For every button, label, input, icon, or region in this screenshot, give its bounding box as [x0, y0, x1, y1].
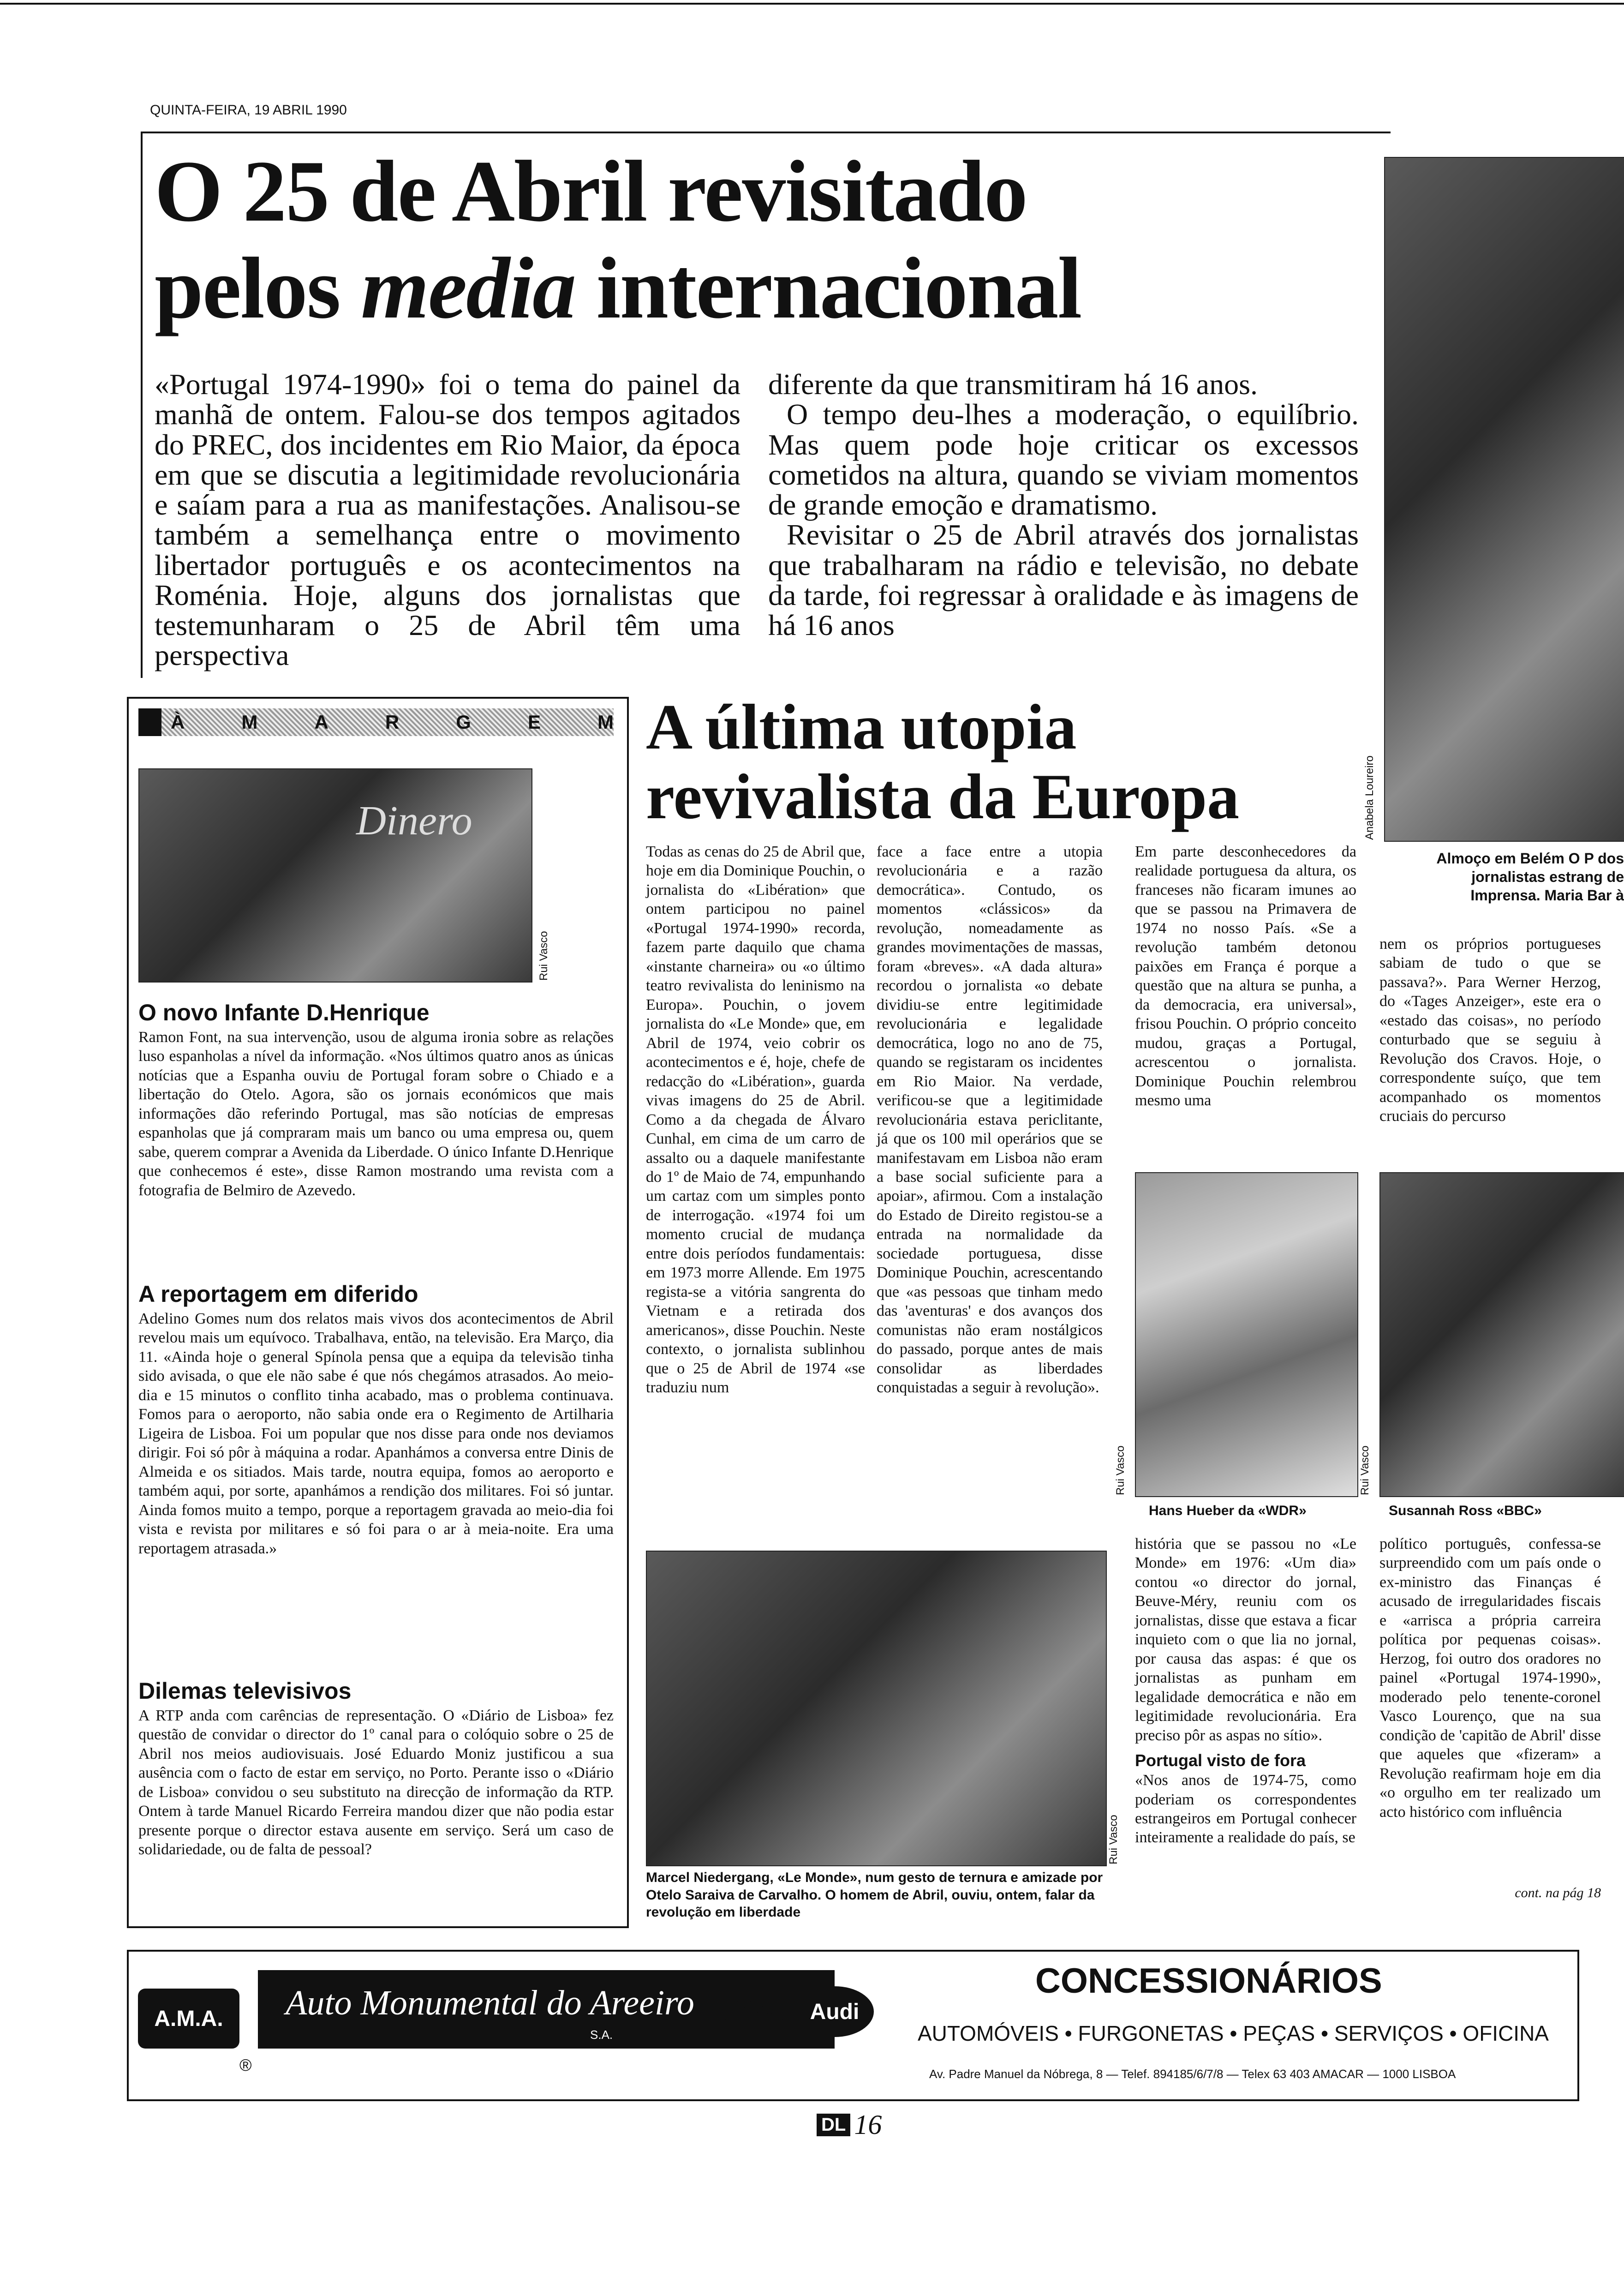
lunch-photo — [1384, 157, 1624, 842]
margem-square-icon — [138, 708, 161, 736]
margem-s2-title: A reportagem em diferido — [138, 1281, 418, 1307]
ad-title: CONCESSIONÁRIOS — [1035, 1961, 1382, 2001]
utopia-col-4b: político português, confessa-se surpreendido com um país onde o ex-ministro das Finanças é acusado de irregularidades fiscais e «arrisca a própria carreira política por pequenas coisas». Herzog, foi outro dos oradores no painel «Portugal 1974-1990», moderado pelo tenente-coronel Vasco Lourenço, que na sua condição de 'capitão de Abril' disse que aqueles que «fizeram» a Revolução reafirmam hoje em dia «o orgulho em ter realizado um acto histórico com influência — [1379, 1535, 1601, 1821]
group-photo-credit: Rui Vasco — [1107, 1815, 1120, 1864]
utopia-headline-line2: revivalista da Europa — [646, 761, 1240, 833]
hans-photo — [1135, 1172, 1358, 1497]
ad-services: AUTOMÓVEIS • FURGONETAS • PEÇAS • SERVIÇOS • OFICINA — [918, 2021, 1549, 2045]
susannah-photo — [1379, 1172, 1624, 1497]
intro-right-p1: diferente da que transmitiram há 16 anos. — [768, 368, 1258, 401]
main-headline — [155, 143, 1081, 337]
hans-photo-credit: Rui Vasco — [1114, 1445, 1127, 1495]
margem-s1-body: Ramon Font, na sua intervenção, usou de alguma ironia sobre as relações luso espanholas a nível da informação. «Nos últimos quatro anos as únicas notícias que a Espanha ouviu de Portugal foram sobre o Chiado e a libertação do Otelo. Agora, são os jornais económicos que mais informações dão referindo Portugal, mas são notícias de empresas espanholas que já compraram mais um banco ou uma empresa ou, quem sabe, querem comprar a Avenida da Liberdade. O único Infante D.Henrique que conhecemos é este», disse Ramon mostrando uma revista com a fotografia de Belmiro de Azevedo. — [138, 1029, 614, 1199]
susannah-photo-credit: Rui Vasco — [1359, 1445, 1371, 1495]
page-footer — [817, 2109, 882, 2141]
ama-logo: A.M.A. — [138, 1989, 239, 2049]
utopia-col-3: Em parte desconhecedores da realidade portuguesa da altura, os franceses não ficaram imunes ao que se passou na Primavera de 1974 no nosso País. «Se a revolução também detonou paixões em França é porque a questão que na altura se punha, a da democracia, era universal», frisou Pouchin. O próprio conceito mudou, graças a Portugal, acrescentou o jornalista. Dominique Pouchin relembrou mesmo uma — [1135, 843, 1356, 1109]
susannah-photo-caption: Susannah Ross «BBC» — [1389, 1503, 1542, 1518]
registered-mark: ® — [239, 2055, 252, 2074]
utopia-headline-line1: A última utopia — [646, 691, 1077, 763]
dl-logo: DL — [817, 2114, 850, 2136]
utopia-col-2: face a face entre a utopia revolucionária e a razão democrática». Contudo, os momentos «clássicos» da revolução, nomeadamente as grandes movimentações de massas, foram «breves». «A dada altura» recordou o jornalista «o debate dividiu-se entre legitimidade revolucionária e legalidade democrática, logo no ano de 75, quando se registaram os incidentes em Rio Maior. Na verdade, verificou-se que a legitimidade revolucionária estava periclitante, já que os 100 mil operários que se manifestavam em Lisboa não eram a base social suficiente para a apoiar», afirmou. Com a instalação do Estado de Direito registou-se a entrada na normalidade da sociedade portuguesa, disse Dominique Pouchin, acrescentando que «as pessoas que tinham medo das 'aventuras' e dos avanços dos comunistas não eram nostálgicos do passado, porque antes de mais consolidar as liberdades conquistadas a seguir à revolução». — [877, 843, 1103, 1396]
hans-photo-caption: Hans Hueber da «WDR» — [1149, 1503, 1307, 1518]
utopia-headline — [646, 692, 1239, 832]
main-headline-line2: pelos media internacional — [155, 240, 1081, 337]
utopia-col-1: Todas as cenas do 25 de Abril que, hoje em dia Dominique Pouchin, o jornalista do «Libération» que ontem participou no painel «Portugal 1974-1990» recorda, fazem parte daquilo que chama «instante charneira» ou «o último teatro revivalista do leninismo na Europa». Pouchin, o jovem jornalista do «Le Monde» que, em Abril de 1974, veio cobrir os acontecimentos e é, hoje, chefe de redacção do «Libération», guarda vivas imagens do 25 de Abril. Como a da chegada de Álvaro Cunhal, em cima de um carro de assalto ou a daquele manifestante do 1º de Maio de 74, empunhando um cartaz com um simples ponto de interrogação. «1974 foi um momento crucial de mudança entre dois períodos fundamentais: em 1973 morre Allende. Em 1975 regista-se a vitória sangrenta do Vietnam e a retirada dos americanos», disse Pouchin. Neste contexto, o jornalista sublinhou que o 25 de Abril de 1974 «se traduziu num — [646, 843, 865, 1396]
dealer-ad — [127, 1950, 1579, 2101]
intro-right-p3: Revisitar o 25 de Abril através dos jornalistas que trabalharam na rádio e televisão, no debate da tarde, foi regressar à oralidade e às imagens de há 16 anos — [768, 518, 1359, 642]
intro-right-p2: O tempo deu-lhes a moderação, o equilíbrio. Mas quem pode hoje criticar os excessos cometidos na altura, quando se viviam momentos de grande emoção e dramatismo. — [768, 398, 1359, 521]
magazine-photo-credit: Rui Vasco — [537, 931, 550, 981]
main-headline-italic: media — [361, 240, 576, 337]
audi-logo-icon: Audi — [795, 1986, 874, 2037]
group-photo-caption: Marcel Niedergang, «Le Monde», num gesto de ternura e amizade por Otelo Saraiva de Carvalho. O homem de Abril, ouviu, ontem, falar da revolução em liberdade — [646, 1870, 1103, 1920]
continued-note: cont. na pág 18 — [1515, 1885, 1601, 1900]
portugal-visto-subhead: Portugal visto de fora — [1135, 1751, 1306, 1770]
margem-s2-body: Adelino Gomes num dos relatos mais vivos dos acontecimentos de Abril revelou mais um equívoco. Trabalhava, então, na televisão. Era Março, dia 11. «Ainda hoje o general Spínola pensa que a equipa da televisão tinha sido avisada, o que ele não sabe é que nós chegámos atrasados. Ao meio-dia e 15 minutos o conflito tinha acabado, mas o problema continuava. Fomos para o aeroporto, não sabia onde era o Regimento de Artilharia Ligeira de Lisboa. Foi um popular que nos disse para onde nos deviamos dirigir. Foi só pôr à máquina a rodar. Apanhámos a conversa entre Dinis de Almeida e os sitiados. Mais tarde, noutra equipa, fomos ao aeroporto e também aqui, por sorte, apanhámos a rendição dos militares. Foi só juntar. Ainda fomos muito a tempo, porque a reportagem gravada ao meio-dia foi vista e revista por militares e só foi para o ar à meia-noite. Era uma reportagem atrasada.» — [138, 1310, 614, 1557]
margem-label: À M A R G E M — [171, 711, 614, 733]
margem-s1-title: O novo Infante D.Henrique — [138, 1000, 430, 1025]
group-photo — [646, 1551, 1107, 1866]
lunch-photo-caption: Almoço em Belém O P dos jornalistas estrang de Imprensa. Maria Bar à — [1436, 850, 1624, 904]
margem-s3-body: A RTP anda com carências de representação. O «Diário de Lisboa» fez questão de convidar o director do 1º canal para o colóquio sobre o 25 de Abril nos meios audiovisuais. José Eduardo Moniz justificou a sua ausência com o facto de estar em serviço, no Porto. Perante isso o «Diário de Lisboa» convidou o seu substituto na direcção de informação da RTP. Ontem à tarde Manuel Ricardo Ferreira mandou dizer que não podia estar presente porque o director estava ausente em serviço. Será um caso de solidariedade, ou de falta de pessoal? — [138, 1707, 614, 1858]
utopia-col-4: nem os próprios portugueses sabiam de tudo o que se passava?». Para Werner Herzog, do «Tages Anzeiger», este era o «estado das coisas», no período conturbado que se seguiu à Revolução dos Cravos. Hoje, o correspondente suíço, que tem acompanhado os momentos cruciais do percurso — [1379, 935, 1601, 1125]
margem-section-1 — [138, 999, 614, 1200]
margem-section-2 — [138, 1281, 614, 1558]
margem-banner — [138, 708, 614, 736]
intro-left: «Portugal 1974-1990» foi o tema do painel da manhã de ontem. Falou-se dos tempos agitados do PREC, dos incidentes em Rio Maior, da época em que se discutia a legitimidade revolucionária e saíam para a rua as manifestações. Analisou-se também a semelhança entre o movimento libertador português e os acontecimentos na Roménia. Hoje, alguns dos jornalistas que testemunharam o 25 de Abril têm uma perspectiva — [155, 368, 740, 672]
utopia-col-3b: história que se passou no «Le Monde» em 1976: «Um dia» contou «o director do jornal, Beuve-Méry, reuniu com os jornalistas, disse que estava a ficar inquieto com o que lia no jornal, por causa das aspas: é que os jornalistas as punham em legalidade democrática e não em legitimidade revolucionária. Era preciso pôr as aspas no sítio». Portugal visto de fora «Nos anos de 1974-75, como poderiam os correspondentes estrangeiros em Portugal conhecer inteiramente a realidade do país, se — [1135, 1535, 1356, 1846]
vw-logo-icon: VW — [724, 1979, 784, 2039]
magazine-photo-text: Dinero — [356, 798, 472, 844]
dealer-script-name: Auto Monumental do Areeiro — [286, 1983, 694, 2022]
ad-address: Av. Padre Manuel da Nóbrega, 8 — Telef. 894185/6/7/8 — Telex 63 403 AMACAR — 1000 LISBOA — [929, 2067, 1456, 2081]
main-headline-line1: O 25 de Abril revisitado — [155, 143, 1027, 240]
top-border — [0, 3, 1624, 5]
margem-section-3 — [138, 1678, 614, 1859]
issue-date: QUINTA-FEIRA, 19 ABRIL 1990 — [150, 102, 347, 118]
margem-s3-title: Dilemas televisivos — [138, 1678, 352, 1704]
intro-right — [768, 369, 1359, 640]
page-number: 16 — [854, 2109, 882, 2140]
magazine-photo — [138, 768, 532, 983]
lunch-photo-credit: Anabela Loureiro — [1363, 755, 1376, 840]
dealer-sa: S.A. — [590, 2028, 613, 2042]
